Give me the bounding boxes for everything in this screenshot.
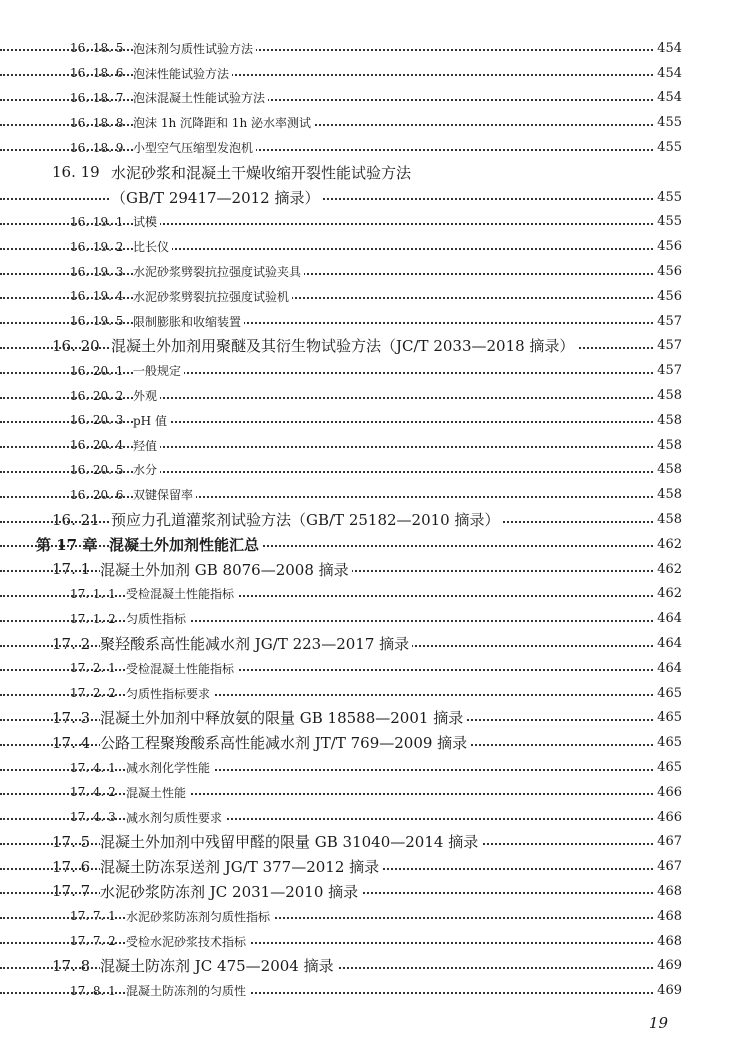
toc-entry-title: 双键保留率 [133,486,196,503]
toc-entry-title: 受检混凝土性能指标 [126,660,237,677]
toc-entry-page: 468 [653,909,682,924]
toc-entry[interactable] [0,879,730,904]
toc-entry-number: 16. 19. 2 [70,239,124,254]
leader-dots [0,124,660,126]
toc-entry-title: 水泥砂浆劈裂抗拉强度试验机 [133,288,292,305]
toc-entry-title: 外观 [133,387,160,404]
toc-entry-title: 受检混凝土性能指标 [126,585,237,602]
toc-entry-number: 16. 20 [52,336,100,355]
toc-entry[interactable] [0,978,730,1003]
leader-dots [0,545,660,547]
toc-entry-page: 462 [653,537,682,552]
leader-dots [0,99,660,101]
toc-entry-number: 17. 2. 2 [70,686,116,701]
leader-dots [0,273,660,275]
toc-entry[interactable] [0,110,730,135]
toc-entry-title: 泡沫剂匀质性试验方法 [133,40,256,57]
toc-entry[interactable] [0,830,730,855]
leader-dots [0,49,660,51]
toc-entry-title: 小型空气压缩型发泡机 [133,139,256,156]
toc-entry[interactable] [0,210,730,235]
leader-dots [0,149,660,151]
toc-entry-page: 465 [653,710,682,725]
leader-dots [0,992,660,994]
toc-entry-title: 预应力孔道灌浆剂试验方法（GB/T 25182—2010 摘录） [111,509,503,530]
toc-entry-number: 16. 18. 7 [70,90,124,105]
toc-entry[interactable] [0,507,730,532]
toc-entry[interactable] [0,284,730,309]
leader-dots [0,397,660,399]
toc-entry-number: 16. 20. 4 [70,438,124,453]
toc-entry-page: 467 [653,859,682,874]
toc-entry-number: 16. 18. 8 [70,115,124,130]
toc-entry[interactable] [0,135,730,160]
leader-dots [0,942,660,944]
leader-dots [0,421,660,423]
leader-dots [0,372,660,374]
toc-entry[interactable] [0,185,730,210]
toc-entry-page: 455 [653,214,682,229]
toc-entry-title: 减水剂匀质性要求 [126,809,225,826]
toc-entry-title: 混凝土防冻剂 JC 475—2004 摘录 [100,955,337,976]
toc-entry-title: 泡沫 1h 沉降距和 1h 泌水率测试 [133,114,314,131]
table-of-contents [0,36,730,1003]
toc-entry-number: 16. 21 [52,510,100,529]
toc-entry-page: 467 [653,834,682,849]
toc-entry[interactable] [0,606,730,631]
toc-entry-page: 456 [653,239,682,254]
leader-dots [0,471,660,473]
toc-entry-title: 混凝土外加剂性能汇总 [109,534,262,555]
toc-entry-number: 17. 2 [52,634,91,653]
toc-entry-title: 混凝土防冻剂的匀质性 [126,982,249,999]
toc-entry[interactable] [0,631,730,656]
toc-entry-number: 17. 8 [52,956,91,975]
toc-entry-page: 465 [653,760,682,775]
toc-entry-number: 16. 20. 5 [70,462,124,477]
toc-entry-title: 比长仪 [133,238,172,255]
toc-entry-title: 混凝土外加剂 GB 8076—2008 摘录 [100,559,352,580]
toc-entry-number: 17. 1 [52,560,91,579]
toc-entry-number: 17. 4. 2 [70,785,116,800]
toc-entry-page: 466 [653,810,682,825]
toc-entry-number: 17. 4 [52,733,91,752]
toc-entry-title: 混凝土外加剂中释放氨的限量 GB 18588—2001 摘录 [100,707,466,728]
toc-entry-number: 16. 20. 6 [70,487,124,502]
toc-entry[interactable] [0,582,730,607]
leader-dots [0,248,660,250]
toc-entry-page: 456 [653,289,682,304]
toc-entry[interactable] [0,730,730,755]
toc-entry-page: 466 [653,785,682,800]
toc-entry[interactable] [0,458,730,483]
toc-entry-page: 469 [653,958,682,973]
toc-entry-title: 水泥砂浆劈裂抗拉强度试验夹具 [133,263,304,280]
toc-entry-number: 17. 8. 1 [70,983,116,998]
toc-entry-page: 469 [653,983,682,998]
toc-entry-page: 457 [653,338,682,353]
toc-entry-number: 16. 19. 5 [70,314,124,329]
toc-entry-page: 458 [653,487,682,502]
toc-entry-number: 17. 4. 3 [70,810,116,825]
toc-entry-page: 468 [653,934,682,949]
toc-entry-title: 泡沫混凝土性能试验方法 [133,89,268,106]
toc-entry-title: 混凝土性能 [126,784,189,801]
toc-entry-title: 受检水泥砂浆技术指标 [126,933,249,950]
toc-entry[interactable] [0,234,730,259]
toc-entry[interactable] [0,61,730,86]
leader-dots [0,595,660,597]
toc-entry-page: 457 [653,363,682,378]
toc-entry-title: 水泥砂浆和混凝土干燥收缩开裂性能试验方法 [111,162,414,183]
toc-entry-page: 456 [653,264,682,279]
toc-entry-page: 458 [653,413,682,428]
leader-dots [0,917,660,919]
leader-dots [0,446,660,448]
toc-entry-number: 第 17 章 [36,535,98,554]
toc-entry-title: 限制膨胀和收缩装置 [133,313,244,330]
toc-entry-number: 16. 18. 9 [70,140,124,155]
leader-dots [0,620,660,622]
toc-entry-number: 17. 6 [52,857,91,876]
toc-entry-title: 匀质性指标 [126,610,189,627]
toc-entry-page: 455 [653,140,682,155]
toc-entry-page: 465 [653,686,682,701]
toc-entry[interactable] [0,532,730,557]
toc-entry-title: 试模 [133,213,160,230]
toc-entry-number: 16. 18. 5 [70,41,124,56]
toc-entry[interactable] [0,383,730,408]
toc-entry-title: 聚羟酸系高性能减水剂 JG/T 223—2017 摘录 [100,633,412,654]
leader-dots [0,223,660,225]
toc-entry-title: 水分 [133,461,160,478]
toc-entry-number: 16. 18. 6 [70,66,124,81]
toc-entry-number: 17. 4. 1 [70,760,116,775]
toc-entry[interactable] [0,358,730,383]
toc-entry-page: 454 [653,90,682,105]
leader-dots [0,198,660,200]
toc-entry-page: 458 [653,388,682,403]
leader-dots [0,793,660,795]
leader-dots [0,297,660,299]
toc-entry[interactable] [0,805,730,830]
toc-entry[interactable] [0,929,730,954]
toc-entry-title: 匀质性指标要求 [126,685,213,702]
toc-entry-number: 16. 20. 3 [70,413,124,428]
toc-entry-page: 455 [653,115,682,130]
toc-entry[interactable] [0,160,730,185]
toc-entry-number: 16. 19 [52,163,100,182]
toc-entry[interactable] [0,706,730,731]
toc-entry-number: 17. 7. 2 [70,934,116,949]
toc-entry-title: 混凝土外加剂中残留甲醛的限量 GB 31040—2014 摘录 [100,831,481,852]
toc-entry-title: 一般规定 [133,362,184,379]
toc-entry-title: pH 值 [133,412,170,429]
toc-entry-number: 16. 20. 1 [70,363,124,378]
toc-entry-title: 水泥砂浆防冻剂 JC 2031—2010 摘录 [100,881,361,902]
toc-entry[interactable] [0,334,730,359]
toc-entry-page: 465 [653,735,682,750]
toc-entry[interactable] [0,854,730,879]
toc-entry[interactable] [0,656,730,681]
toc-entry-page: 457 [653,314,682,329]
toc-entry[interactable] [0,309,730,334]
toc-entry[interactable] [0,780,730,805]
toc-entry-number: 16. 20. 2 [70,388,124,403]
toc-entry-page: 458 [653,462,682,477]
leader-dots [0,818,660,820]
page-number: 19 [648,1014,668,1032]
toc-entry[interactable] [0,681,730,706]
toc-entry-page: 464 [653,636,682,651]
toc-entry-number: 16. 19. 3 [70,264,124,279]
toc-entry[interactable] [0,953,730,978]
toc-entry-page: 468 [653,884,682,899]
toc-entry-page: 454 [653,66,682,81]
leader-dots [0,669,660,671]
toc-entry[interactable] [0,482,730,507]
toc-entry-title: 减水剂化学性能 [126,759,213,776]
toc-entry-title: 羟值 [133,437,160,454]
toc-entry-page: 462 [653,586,682,601]
toc-entry-page: 462 [653,562,682,577]
toc-entry-title: 混凝土外加剂用聚醚及其衍生物试验方法（JC/T 2033—2018 摘录） [111,335,577,356]
toc-entry-page: 464 [653,661,682,676]
toc-entry-number: 16. 19. 1 [70,214,124,229]
toc-entry[interactable] [0,755,730,780]
toc-entry-number: 17. 7. 1 [70,909,116,924]
toc-entry-page: 454 [653,41,682,56]
toc-entry-number: 17. 1. 1 [70,586,116,601]
toc-entry-page: 464 [653,611,682,626]
toc-entry-number: 17. 2. 1 [70,661,116,676]
leader-dots [0,322,660,324]
toc-entry-page: 458 [653,438,682,453]
leader-dots [0,769,660,771]
toc-entry-number: 17. 7 [52,882,91,901]
leader-dots [0,74,660,76]
toc-entry-number: 16. 19. 4 [70,289,124,304]
toc-entry[interactable] [0,36,730,61]
leader-dots [0,694,660,696]
toc-entry-title: 公路工程聚羧酸系高性能减水剂 JT/T 769—2009 摘录 [100,732,470,753]
toc-entry[interactable] [0,557,730,582]
toc-entry-title: （GB/T 29417—2012 摘录） [111,187,323,208]
toc-entry[interactable] [0,259,730,284]
toc-entry-page: 458 [653,512,682,527]
toc-entry[interactable] [0,408,730,433]
toc-entry[interactable] [0,904,730,929]
leader-dots [0,496,660,498]
toc-entry-title: 混凝土防冻泵送剂 JG/T 377—2012 摘录 [100,856,382,877]
toc-entry[interactable] [0,433,730,458]
toc-entry[interactable] [0,86,730,111]
toc-entry-page: 455 [653,190,682,205]
toc-entry-title: 泡沫性能试验方法 [133,65,232,82]
toc-entry-title: 水泥砂浆防冻剂匀质性指标 [126,908,273,925]
toc-entry-number: 17. 5 [52,832,91,851]
toc-entry-number: 17. 3 [52,708,91,727]
toc-entry-number: 17. 1. 2 [70,611,116,626]
